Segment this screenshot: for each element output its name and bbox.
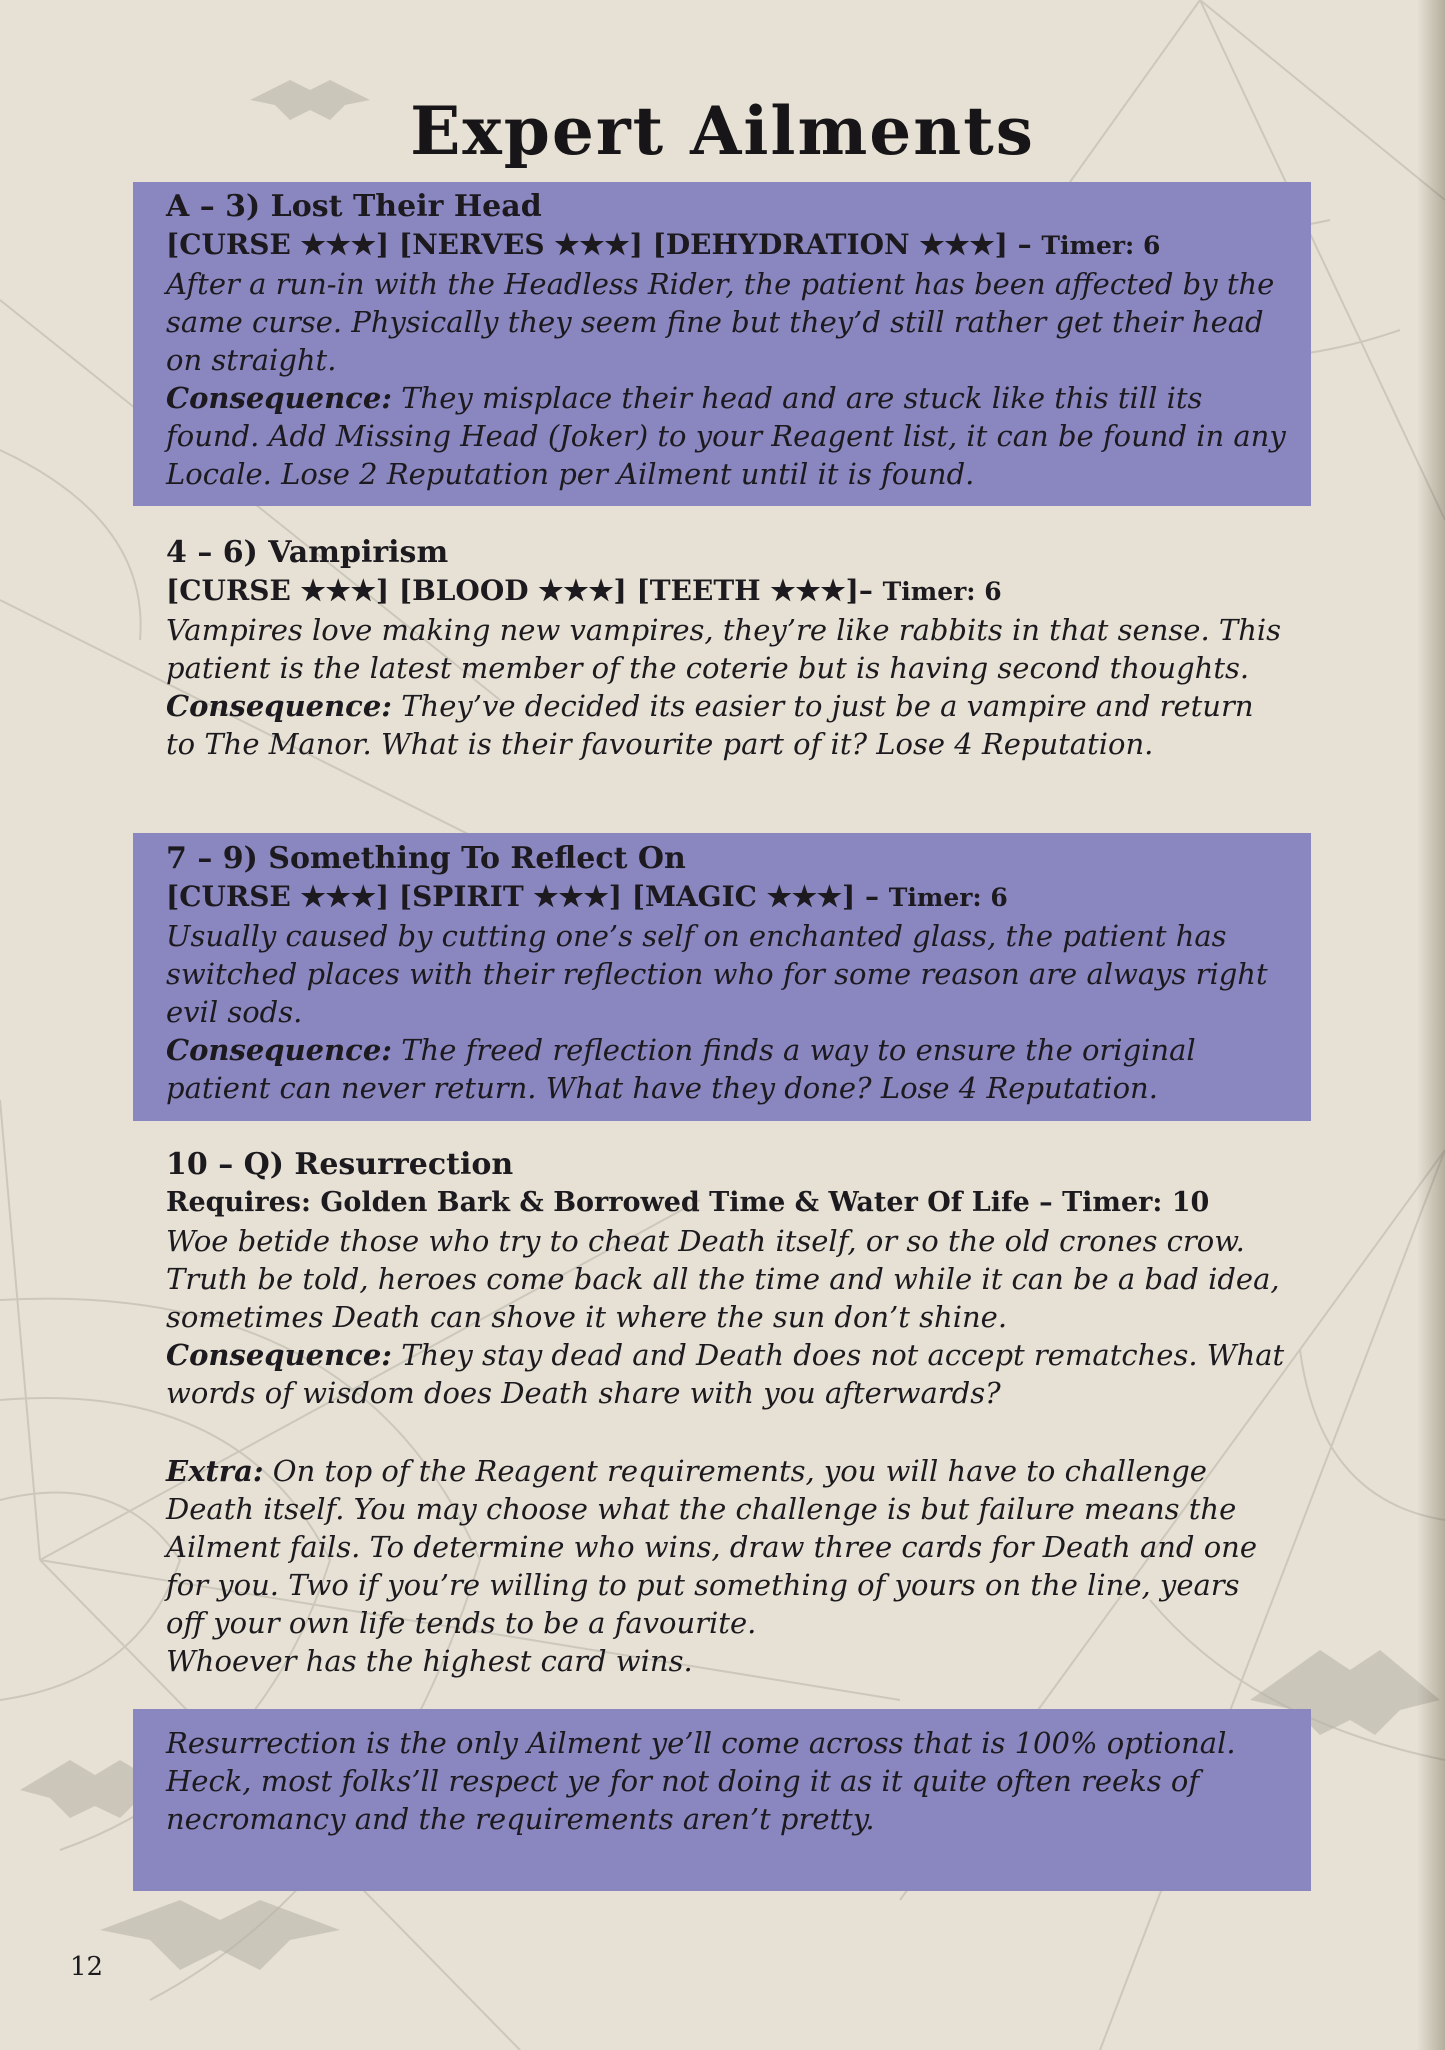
extra-text: On top of the Reagent requirements, you will have to challenge Death itself. You may choose what the challenge is but failure means the Ailment fails. To determine who wins, draw three cards for Death and one for you. Two if you’re willing to put something of yours on the line, years off your own life tends to be a favourite.: [166, 1454, 1257, 1640]
consequence-text: They misplace their head and are stuck like this till its found. Add Missing Head (Joker) to your Reagent list, it can be found in any Locale. Lose 2 Reputation per Ailment until it is found.: [166, 381, 1286, 491]
consequence-text: The freed reflection finds a way to ensure the original patient can never return. What have they done? Lose 4 Reputation.: [166, 1033, 1196, 1105]
ailment-timer: Timer: 6: [1041, 231, 1161, 260]
ailment-lost-their-head: [166, 188, 1286, 493]
ailment-vampirism: [166, 534, 1286, 763]
consequence-label: Consequence:: [166, 1033, 392, 1067]
ailment-heading: 7 – 9) Something To Reflect On: [166, 841, 686, 876]
ailment-heading: 10 – Q) Resurrection: [166, 1147, 514, 1182]
ailment-description: After a run-in with the Headless Rider, the patient has been affected by the same curse. Physically they seem fine but they’d still rather get their head on straight.: [166, 267, 1275, 377]
ailment-heading: 4 – 6) Vampirism: [166, 535, 449, 570]
ailment-tags: [CURSE ★★★] [NERVES ★★★] [DEHYDRATION ★★★] –: [166, 228, 1042, 261]
consequence-label: Consequence:: [166, 1338, 392, 1372]
page-number: 12: [70, 1952, 104, 1982]
page-title: Expert Ailments: [410, 92, 1035, 170]
ailment-timer: Timer: 6: [888, 883, 1008, 912]
extra-label: Extra:: [166, 1454, 264, 1488]
ailment-description: Vampires love making new vampires, they’re like rabbits in that sense. This patient is the latest member of the coterie but is having second thoughts.: [166, 613, 1282, 685]
ailment-description: Usually caused by cutting one’s self on enchanted glass, the patient has switched places with their reflection who for some reason are always right evil sods.: [166, 919, 1268, 1029]
ailment-heading: A – 3) Lost Their Head: [166, 189, 542, 224]
note-section: [166, 1724, 1286, 1838]
ailment-description: Woe betide those who try to cheat Death itself, or so the old crones crow. Truth be told, heroes come back all the time and while it can be a bad idea, sometimes Death can shove it where the sun don’t shine.: [166, 1224, 1280, 1334]
ailment-something-to-reflect-on: [166, 840, 1286, 1107]
page-edge-shadow: [1417, 0, 1445, 2050]
ailment-timer: Timer: 6: [882, 577, 1002, 606]
consequence-text: They stay dead and Death does not accept rematches. What words of wisdom does Death share with you afterwards?: [166, 1338, 1285, 1410]
extra-section: [166, 1452, 1286, 1680]
consequence-label: Consequence:: [166, 381, 392, 415]
consequence-text: They’ve decided its easier to just be a vampire and return to The Manor. What is their favourite part of it? Lose 4 Reputation.: [166, 689, 1254, 761]
ailment-tags: [CURSE ★★★] [SPIRIT ★★★] [MAGIC ★★★] –: [166, 880, 889, 913]
ailment-tags: [CURSE ★★★] [BLOOD ★★★] [TEETH ★★★]–: [166, 574, 883, 607]
ailment-requirements: Requires: Golden Bark & Borrowed Time & Water Of Life – Timer: 10: [166, 1187, 1210, 1218]
note-text: Resurrection is the only Ailment ye’ll come across that is 100% optional. Heck, most folks’ll respect ye for not doing it as it quite often reeks of necromancy and the requirements aren’t pretty.: [166, 1726, 1236, 1836]
extra-last-line: Whoever has the highest card wins.: [166, 1644, 693, 1678]
consequence-label: Consequence:: [166, 689, 392, 723]
ailment-resurrection: [166, 1146, 1286, 1412]
